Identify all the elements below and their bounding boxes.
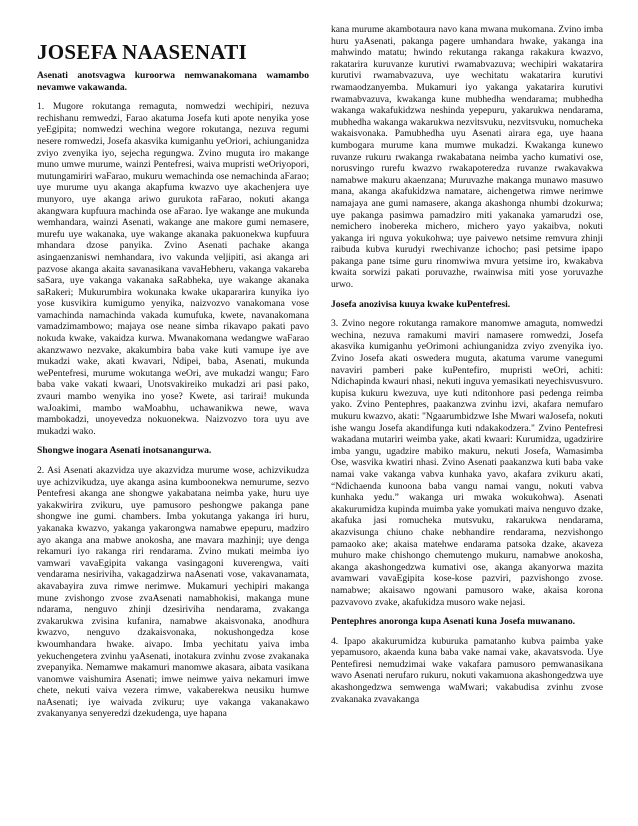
right-column (331, 24, 603, 713)
document-title: JOSEFA NAASENATI (37, 40, 247, 64)
paragraph-2: 2. Asi Asenati akazvidza uye akazvidza murume wose, achizvikudza uye achizvikudza, uye akanga asina kumboonekwa nemurume, sezvo Pentefresi akanga ane shongwe yakabatana neimba yake, huru uye yakakwirira zvikuru, uye pamusoro peshongwe pakanga pane shongwe ine gumi. chambers. Imba yokutanga yakanga iri huru, yakanaka kwazvo, yakanga yakarongwa namabwe epepuru, madziro ayo akanga ana mabwe anokosha, ane mavara mazhinji; uye denga rekamuri iyo rakanga riri rendarama. Zvino mukati meimba iyo vamwari vavaEgipita vakanga vasingagoni kuverengwa, vaiti vendarama nesiriviha, vakagadzirwa naAsenati vose, vakavanamata, akavabayira zuva rimwe nerimwe. Mukamuri yechipiri makanga mune zvishongo zvose zvaAsenati namabhokisi, makanga mune ndarama, nenguvo zhinji dzesiriviha nendarama, zvakanga zvakarukwa zvisina kufanira, namabwe akaisvonaka, anodhura kwazvo, nenguvo dzakaisvonaka, nokushongedza kose kwoumhandara hwake. aivapo. Imba yechitatu yaiva imba yekuchengetera zvinhu yaAsenati, inotakura zvinhu zvose zvakanaka zvepanyika. Nemamwe makamuri manomwe akasara, aibata vasikana vanomwe vaishumira Asenati; imwe neimwe yaiva nekamuri imwe chete, nekuti vaiva vezera rimwe, vakaberekwa neusiku humwe naAsenati; iye waivada zvikuru; uye vakanga vakanakawo zvakanyanya senyeredzi dzekudenga, uye hapana (37, 465, 309, 720)
paragraph-3: 3. Zvino negore rokutanga ramakore manomwe amaguta, nomwedzi wechina, nezuva ramakumi maviri namasere romwedzi, Josefa akasvika kumiganhu yeOrimoni achiunganidza zviyo zvenyika iyo. Zvino Josefa akati oswedera muguta, akatuma varume vanegumi navaviri pamberi pake kuPentefiro, mupristi weOri, achiti: Ndichapinda kwauri nhasi, nekuti inguva yemasikati neyechisvusvuro. kupisa kukuru kwezuva, uye kuti nditonhore pasi pedenga reimba yako. Zvino Pentephres, paakanzwa zvinhu izvi, akafara nemufaro mukuru kwazvo, akati: "Ngaarumbidzwe Ishe Mwari waJosefa, nokuti ishe wangu Josefa akandifunga kuti ndakakodzera." Zvino Pentefresi wakadana mutariri weimba yake, akati kwaari: Kurumidza, ugadzirire imba yangu, ugadzire mabiko makuru, nekuti Josefa, Wamasimba Ose, wasvika kwatiri nhasi. Zvino Asenati paakanzwa kuti baba vake namai vake vakanga vabva kunhaka yavo, akafara zvikuru akati, “Ndichaenda kunoona baba vangu namai vangu, nokuti vabva kunhaka yedu.” wakanga uri mwaka wokukohwa). Asenati akakurumidza kupinda muimba yake yomukati maiva nenguvo dzake, akafuka jasi romucheka mutsvuku, rakarukwa nendarama, akazvisunga chiuno chake nebhandire rendarama, nezvishongo pamaoko ake; akaisa matehwe endarama patsoka dzake, akaveza muhuro make chishongo chemutengo mukuru, namabwe anokosha, akanga akashongedzwa kumativi ose, akanga akanyorwa mazita avamwari vavaEgipita kose-kose pazviri, pazvishongo zvose. namabwe; akaisawo ngowani pamusoro wake, akaisa korona pazvavovo zvake, akafukidza musoro wake nejasi. (331, 318, 603, 608)
left-column (37, 40, 309, 728)
document-subtitle: Asenati anotsvagwa kuroorwa nemwanakomana wamambo nevamwe vakawanda. (37, 70, 309, 93)
paragraph-2-continued: kana murume akambotaura navo kana mwana mukomana. Zvino imba huru yaAsenati, pakanga pagere umhandara hwake, yakanga ina mahwindo matatu; hwindo rekutanga rakanga rakakura kwazvo, rakatarira kuruvanze kurutivi rwamabvazuva; wechipiri wakatarira kurutivi rwamabvazuva, uye wechitatu wakatarira kurutivi rwamaodzanyemba. Mukamuri iyo yakanga yakatarira kurutivi rwamabvazuva, kwakanga kune mubhedha wendarama; mubhedha wakanga wakafukidzwa neshinda yepepuru, yakarukwa nendarama, mubhedha wakanga wakarukwa nezvitsvuku, nezvitsvuku, nomucheka wakaisvonaka. Pamubhedha uyu Asenati airara ega, uye haana kumbogara murume kana mumwe mukadzi. Kwakanga kunewo ruvanze rukuru rwakanga rwakabatana neimba yacho kumativi ose, norusvingo rurefu kwazvo rwakapoteredza ruvanze rwakavakwa namabwe makuru akaenzana; Muruvazhe makanga munawo masuwo mana, akanga akafukidzwa namatare, aichengetwa rimwe nerimwe namajaya ane gumi namasere, akanga akashonga nhumbi dzokurwa; uye pakanga pasimwa pamadziro miti yakanaka yamarudzi ose, nemichero inobereka michero, michero yayo yakaibva, nokuti yakanga iri nguva yokukohwa; uye paivewo netsime remvura zhinji raibuda kubva kurudyi rwechivanze ichocho; pasi petsime ipapo pakanga pane tsime guru rinomwiwa mvura yetsime iro, kwakabva kwaita sorwizi pakati poruvazhe, rwainwisa miti yose yoruvazhe urwo. (331, 24, 604, 291)
section-heading-josefa-arrival: Josefa anozivisa kuuya kwake kuPentefresi. (331, 298, 511, 310)
paragraph-4: 4. Ipapo akakurumidza kuburuka pamatanho kubva paimba yake yepamusoro, akaenda kuna baba vake namai vake, akavatsvoda. Uye Pentefiresi nemudzimai wake vakafara pamusoro pemwanasikana wavo Asenati nerufaro rukuru, nokuti vakamuona akashongedzwa uye akashongedzwa semwenga waMwari; vakabudisa zvinhu zvose zvakanaka zvavakanga (331, 635, 603, 705)
section-heading-tower: Shongwe inogara Asenati inotsanangurwa. (37, 445, 212, 457)
paragraph-1: 1. Mugore rokutanga remaguta, nomwedzi wechipiri, nezuva rechishanu remwedzi, Farao akatuma Josefa kuti apote nenyika yose yeEgipita; nomwedzi wechina wegore rokutanga, nezuva regumi nesere romwedzi, Josefa akasvika kumiganhu yeOriori, achiunganidza zviyo zvenyika iyo, sejecha regungwa. Zvino muguta iro makange muno umwe murume, wainzi Pentefresi, waiva mupristi weOriyopori, mutungamiriri waFarao, mukuru wemachinda ose nemachinda aFarao; uye murume uyu akanga akapfuma kwazvo uye akachenjera uye munyoro, uye akanga ariwo gurukota raFarao, nokuti akanga akangwara kupfuura machinda ose aFarao. Iye wakange ane mukunda wemhandara, wainzi Asenati, wakange ane makore gumi nemasere, murefu uye wakanaka, uye wakange akanaka pakuonekwa kupfuura mhandara dzose panyika. Zvino Asenati pachake akanga asingaenzaniswi nemhandara, ivo vakunda veljipiti, asi akanga ari pazvose akanga akaita savanasikana vavaHebheru, vakanga vakareba saSara, uye vakanga vakanaka saRabheka, uye wakange akanaka saRakeri; Mukurumbira wokunaka kwake ukapararira kunyika iyo yose kusvikira kumigumo yenyika, naizvozvo vanakomana vose vamachinda namachinda vakada kumufuka, kwete, navanakomana vamadzimambowo; majaya ose neane simba rikavapo pakati pavo nokuda kwake, vakaidza kurwa. Mwanakomana wedangwe waFarao akanzwawo nezvake, akakumbira baba vake kuti vamupe iye ave mukadzi wake, akati kwavari, Ndipei, baba, Asenati, mukunda wePentefresi, murume wokutanga weOri, ave mukadzi wangu; Faro baba vake vakati kwaari, Unotsvakireiko mukadzi ari pasi pako, zvauri mambo wenyika ino yose? Kwete, asi tarirai! mukunda waJoakimi, mambo waMoabhu, uchawanikwa newe, wava mambokadzi, unoyevedza nokuonekwa. Naizvozvo tora uyu ave mukadzi wako. (37, 101, 309, 437)
section-heading-marriage: Pentephres anoronga kupa Asenati kuna Josefa muwanano. (331, 616, 576, 628)
